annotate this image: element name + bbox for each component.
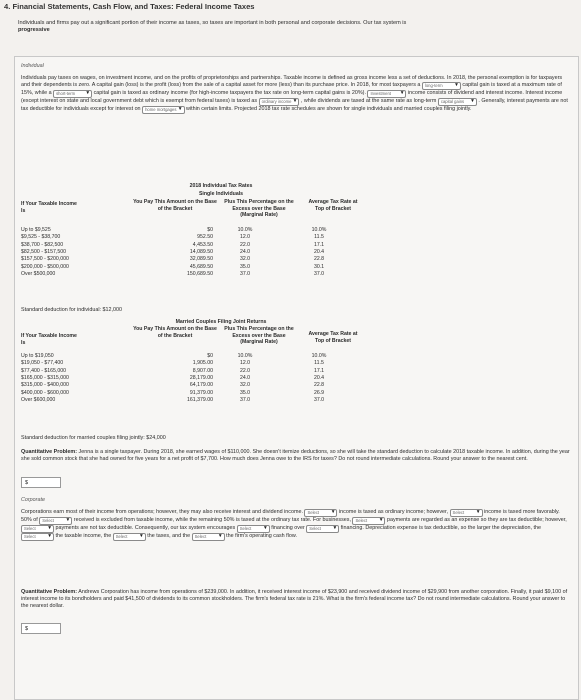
table-row	[21, 242, 381, 249]
income-cell: $19,050 - $77,400	[21, 360, 64, 367]
average-rate-cell: 10.0%	[311, 353, 327, 359]
percentage-cell: 32.0	[239, 256, 251, 263]
amount-cell: 91,379.00	[189, 389, 213, 396]
income-cell: $77,400 - $165,000	[21, 367, 66, 374]
percentage-cell: 22.0	[239, 241, 251, 248]
table-row	[21, 360, 381, 367]
amount-cell: 32,089.50	[189, 256, 213, 263]
chevron-down-icon: ▼	[332, 526, 338, 531]
chevron-down-icon: ▼	[139, 534, 144, 539]
amount-cell: 64,179.00	[189, 382, 213, 389]
percentage-cell: 12.0	[239, 360, 251, 367]
header-amount: You Pay This Amount on the Base of the Bracket	[133, 199, 217, 212]
individual-paragraph: Individuals pay taxes on wages, on investment income, and on the profits of proprietorships and partnerships. Taxable income is defined as gross income less a set of deductions. In 2018, the personal exemption is for taxpayers and their dependents is zero. A capital gain (loss) is the profit (loss) from the sale of a capital asset for more (less) than its purchase price. In 2018, for most taxpayers a long-term ▼ capital gain is taxed at a maximum rate of 15%, while a short-term ▼ capital gain is taxed as ordinary income (for high-income taxpayers the tax rate on long-term capital gains is 20%). Investment ▼ income consists of dividend and interest income. Interest income (except interest on state and local government debt which is exempt from federal taxes) is taxed as ordinary income ▼ , while dividends are taxed at the same rate as long-term capital gains ▼ . Generally, interest payments are not tax deductible for individuals except for interest on home mortgages ▼ within certain limits. Projected 2018 tax rate schedules are shown for single individuals and married couples filing jointly.	[21, 75, 568, 113]
question-title: 4. Financial Statements, Cash Flow, and Taxes: Federal Income Taxes	[4, 2, 255, 11]
chevron-down-icon: ▼	[47, 534, 52, 539]
amount-cell: $0	[207, 227, 213, 233]
chevron-down-icon: ▼	[47, 526, 52, 531]
header-average: Average Tax Rate at Top of Bracket	[308, 331, 358, 344]
dropdown-short-term[interactable]: short-term ▼	[53, 90, 92, 98]
percentage-cell: 10.0%	[237, 227, 253, 233]
single-standard-deduction: Standard deduction for individual: $12,000	[21, 307, 122, 313]
table-row	[21, 382, 381, 389]
table-row	[21, 234, 381, 241]
answer-input-1[interactable]: $	[21, 477, 61, 488]
dropdown-home-mortgages[interactable]: home mortgages ▼	[142, 106, 184, 114]
average-rate-cell: 37.0	[313, 270, 325, 277]
chevron-down-icon: ▼	[470, 99, 475, 105]
average-rate-cell: 17.1	[313, 367, 325, 374]
dropdown-ordinary-income[interactable]: ordinary income ▼	[259, 98, 300, 106]
table-subcaption: Single Individuals	[198, 191, 244, 197]
percentage-cell: 35.0	[239, 389, 251, 396]
dropdown-corp-1[interactable]: Select ▼	[304, 509, 337, 517]
header-percentage: Plus This Percentage on the Excess over the Base (Marginal Rate)	[224, 326, 294, 346]
amount-cell: $0	[207, 353, 213, 359]
amount-cell: 28,179.00	[189, 374, 213, 381]
income-cell: $165,000 - $315,000	[21, 374, 69, 381]
married-standard-deduction: Standard deduction for married couples filing jointly: $24,000	[21, 435, 166, 441]
chevron-down-icon: ▼	[177, 107, 183, 113]
average-rate-cell: 10.0%	[311, 227, 327, 233]
dropdown-corp-6[interactable]: Select ▼	[237, 525, 270, 533]
chevron-down-icon: ▼	[475, 510, 481, 515]
dropdown-corp-7[interactable]: Select ▼	[306, 525, 339, 533]
dropdown-corp-2[interactable]: Select ▼	[450, 509, 483, 517]
income-cell: $82,500 - $157,500	[21, 248, 66, 255]
percentage-cell: 24.0	[239, 374, 251, 381]
dropdown-corp-9[interactable]: Select ▼	[113, 533, 146, 541]
average-rate-cell: 11.5	[314, 234, 324, 241]
dropdown-capital-gains[interactable]: capital gains ▼	[438, 98, 477, 106]
percentage-cell: 37.0	[239, 396, 251, 403]
dropdown-investment[interactable]: Investment ▼	[367, 90, 406, 98]
table-row	[21, 353, 381, 360]
table-row	[21, 227, 381, 234]
chevron-down-icon: ▼	[65, 518, 71, 523]
income-cell: $200,000 - $500,000	[21, 263, 69, 270]
average-rate-cell: 11.5	[314, 360, 324, 367]
table-caption: Married Couples Filing Joint Returns	[175, 319, 267, 325]
table-row	[21, 368, 381, 375]
corporate-paragraph: Corporations earn most of their income from operations; however, they may also receive interest and dividend income. Select ▼ income is taxed as ordinary income; however, Select ▼ income is taxed more favorably. 50% of Select ▼ received is excluded from taxable income, while the remaining 50% is taxed at the ordinary tax rate. For businesses, Select ▼ payments are regarded as an expense so they are tax deductible; however, Select ▼ payments are not tax deductible. Consequently, our tax system encourages Select ▼ financing over Select ▼ financing. Depreciation expense is tax deductible, so the larger the depreciation, the Select ▼ the taxable income, the Select ▼ the taxes, and the Select ▼ the firm's operating cash flow.	[21, 509, 567, 539]
percentage-cell: 24.0	[239, 248, 251, 255]
average-rate-cell: 17.1	[313, 241, 325, 248]
header-amount: You Pay This Amount on the Base of the Bracket	[133, 326, 217, 339]
income-cell: Up to $19,050	[21, 353, 54, 359]
dropdown-corp-5[interactable]: Select ▼	[21, 525, 54, 533]
dropdown-corp-3[interactable]: Select ▼	[39, 517, 72, 525]
percentage-cell: 35.0	[239, 263, 251, 270]
average-rate-cell: 30.1	[313, 263, 325, 270]
chevron-down-icon: ▼	[330, 510, 336, 515]
chevron-down-icon: ▼	[262, 526, 268, 531]
income-cell: $400,000 - $600,000	[21, 389, 69, 396]
table-row	[21, 390, 381, 397]
chevron-down-icon: ▼	[378, 518, 384, 523]
single-tax-table	[21, 183, 381, 313]
progressive-term: progressive	[18, 27, 50, 34]
percentage-cell: 12.0	[239, 234, 251, 241]
amount-cell: 952.50	[197, 234, 213, 241]
income-cell: $9,525 - $38,700	[21, 234, 61, 241]
percentage-cell: 37.0	[239, 270, 251, 277]
quantitative-problem-1: Quantitative Problem: Jenna is a single taxpayer. During 2018, she earned wages of $110,000. She doesn't itemize deductions, so she will take the standard deduction to calculate 2018 taxable income. In addition, during the year she sold common stock that she had owned for five years for a net profit of $7,700. How much does Jenna owe to the IRS for taxes? Do not round intermediate calculations. Round your answer to the nearest cent.	[21, 449, 570, 463]
table-row	[21, 256, 381, 263]
dropdown-corp-10[interactable]: Select ▼	[192, 533, 225, 541]
average-rate-cell: 20.4	[313, 374, 325, 381]
income-cell: Up to $9,525	[21, 227, 51, 233]
dropdown-corp-4[interactable]: Select ▼	[352, 517, 385, 525]
percentage-cell: 10.0%	[237, 353, 253, 359]
table-caption: 2018 Individual Tax Rates	[189, 183, 253, 189]
header-percentage: Plus This Percentage on the Excess over the Base (Marginal Rate)	[224, 199, 294, 219]
amount-cell: 14,089.50	[189, 248, 213, 255]
table-row	[21, 375, 381, 382]
content-card	[14, 56, 579, 700]
table-row	[21, 264, 381, 271]
table-row	[21, 397, 381, 404]
chevron-down-icon: ▼	[454, 83, 459, 89]
amount-cell: 4,453.50	[192, 241, 213, 248]
header-income: If Your Taxable Income Is	[21, 333, 77, 346]
header-income: If Your Taxable Income Is	[21, 201, 77, 214]
income-cell: $157,500 - $200,000	[21, 256, 69, 263]
amount-cell: 45,689.50	[189, 263, 213, 270]
dropdown-corp-8[interactable]: Select ▼	[21, 533, 54, 541]
amount-cell: 1,905.00	[192, 360, 213, 367]
amount-cell: 150,689.50	[187, 270, 213, 277]
married-tax-table	[21, 319, 381, 449]
percentage-cell: 32.0	[239, 382, 251, 389]
chevron-down-icon: ▼	[399, 91, 405, 97]
amount-cell: 8,907.00	[192, 367, 213, 374]
average-rate-cell: 37.0	[313, 396, 325, 403]
corporate-label: Corporate	[21, 497, 45, 503]
amount-cell: 161,379.00	[187, 396, 213, 403]
percentage-cell: 22.0	[239, 367, 251, 374]
table-row	[21, 249, 381, 256]
header-average: Average Tax Rate at Top of Bracket	[308, 199, 358, 212]
individual-label: Individual	[21, 63, 44, 69]
chevron-down-icon: ▼	[292, 99, 298, 105]
income-cell: $38,700 - $82,500	[21, 241, 64, 248]
income-cell: Over $600,000	[21, 396, 56, 403]
income-cell: $315,000 - $400,000	[21, 382, 69, 389]
dropdown-long-term[interactable]: long-term ▼	[422, 82, 461, 90]
intro-text: Individuals and firms pay out a significant portion of their income as taxes, so taxes are important in both personal and corporate decisions. Our tax system is progressive	[18, 20, 407, 34]
income-cell: Over $500,000	[21, 270, 56, 277]
average-rate-cell: 22.8	[313, 382, 325, 389]
quantitative-problem-2: Quantitative Problem: Andrews Corporation has income from operations of $239,000. In addition, it received interest income of $23,900 and received dividend income of $29,900 from another corporation. Finally, it paid $9,100 of interest income to its bondholders and paid $41,500 of dividends to its common stockholders. The firm's federal tax rate is 21%. What is the firm's federal income tax? Do not round intermediate calculations. Round your answer to the nearest dollar.	[21, 589, 568, 610]
average-rate-cell: 26.9	[313, 389, 325, 396]
answer-input-2[interactable]: $	[21, 623, 61, 634]
average-rate-cell: 22.8	[313, 256, 325, 263]
average-rate-cell: 20.4	[313, 248, 325, 255]
chevron-down-icon: ▼	[85, 91, 91, 97]
chevron-down-icon: ▼	[217, 534, 223, 539]
table-row	[21, 271, 381, 278]
